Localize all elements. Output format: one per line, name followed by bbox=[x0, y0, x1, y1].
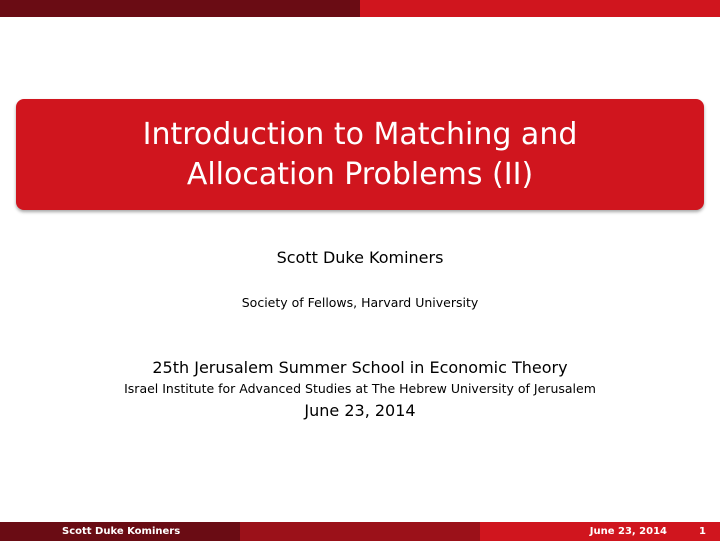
conference-block bbox=[0, 357, 720, 423]
top-bar-left-segment bbox=[0, 0, 360, 17]
footer-bar bbox=[0, 522, 720, 541]
title-box bbox=[16, 99, 704, 210]
top-bar-right-segment bbox=[360, 0, 720, 17]
conference-name: 25th Jerusalem Summer School in Economic Theory bbox=[152, 358, 568, 377]
author-name: Scott Duke Kominers bbox=[276, 248, 444, 267]
footer-page-number: 1 bbox=[699, 526, 706, 537]
title-line-2: Allocation Problems (II) bbox=[186, 156, 534, 192]
top-header-bar bbox=[0, 0, 720, 17]
footer-middle-segment bbox=[240, 522, 480, 541]
footer-date: June 23, 2014 bbox=[589, 526, 668, 537]
presentation-date: June 23, 2014 bbox=[304, 401, 416, 420]
title-line-1: Introduction to Matching and bbox=[142, 116, 578, 152]
conference-host: Israel Institute for Advanced Studies at The Hebrew University of Jerusalem bbox=[124, 381, 596, 396]
footer-author: Scott Duke Kominers bbox=[0, 522, 240, 541]
footer-right-segment bbox=[480, 522, 720, 541]
author-institute: Society of Fellows, Harvard University bbox=[241, 295, 479, 310]
